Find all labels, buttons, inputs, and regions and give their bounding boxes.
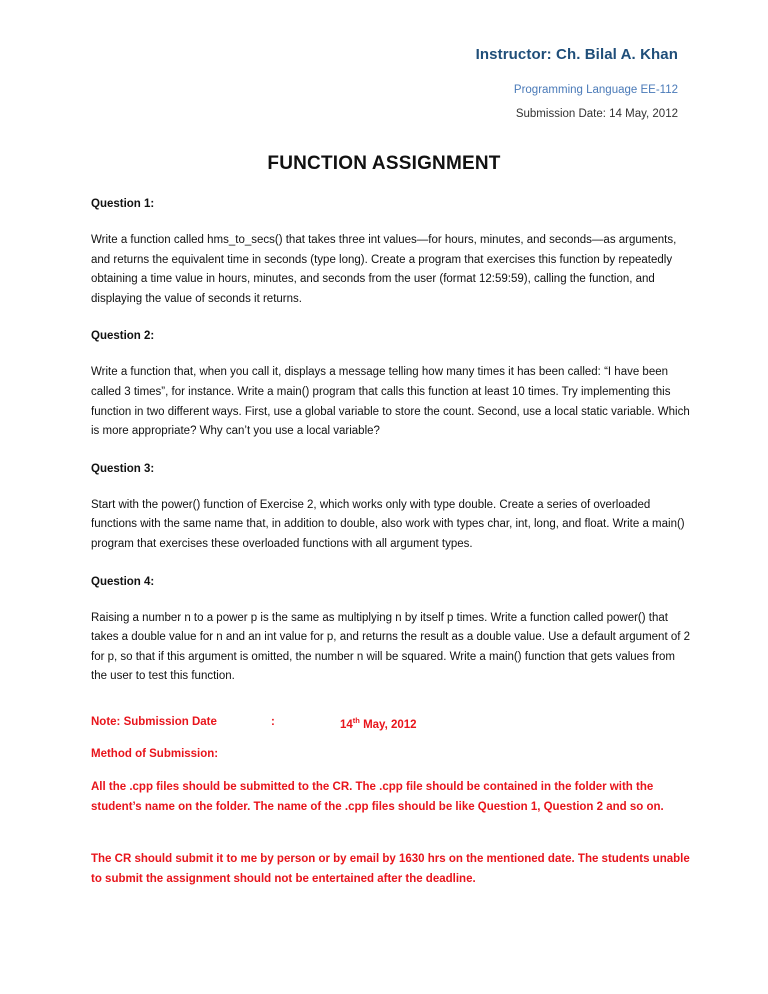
note-colon: : bbox=[271, 716, 275, 728]
question-1-heading: Question 1: bbox=[91, 198, 155, 210]
method-heading: Method of Submission: bbox=[91, 748, 219, 760]
question-3-text: Start with the power() function of Exercise 2, which works only with type double. Create a series of overloaded functions with the same name that, in addition to double, also work with types char, int, long, and float. Write a main() program that exercises these overloaded functions with all argument types. bbox=[91, 498, 685, 550]
question-4-text: Raising a number n to a power p is the same as multiplying n by itself p times. Write a function called power() that takes a double value for n and an int value for p, and returns the result as a double value. Use a default argument of 2 for p, so that if this argument is omitted, the number n will be squared. Write a main() function that gets values from the user to test this function. bbox=[91, 611, 691, 683]
document-header bbox=[476, 46, 678, 120]
method-paragraph-2: The CR should submit it to me by person or by email by 1630 hrs on the mentioned date. The students unable to submit the assignment should not be entertained after the deadline. bbox=[91, 853, 690, 885]
note-label: Note: Submission Date bbox=[91, 716, 217, 728]
question-2-text: Write a function that, when you call it, displays a message telling how many times it has been called: “I have been called 3 times”, for instance. Write a main() program that calls this function at least 10 times. Try implementing this function in two different ways. First, use a global variable to store the count. Second, use a local static variable. Which is more appropriate? Why can’t you use a local variable? bbox=[91, 366, 690, 438]
course-code: Programming Language EE-112 bbox=[513, 84, 678, 96]
instructor-name: Instructor: Ch. Bilal A. Khan bbox=[475, 46, 678, 63]
question-4-heading: Question 4: bbox=[91, 575, 155, 588]
question-2-heading: Question 2: bbox=[91, 330, 155, 343]
note-date-rest: May, 2012 bbox=[359, 718, 417, 731]
questions-section bbox=[91, 198, 691, 687]
method-paragraph-1: All the .cpp files should be submitted to the CR. The .cpp file should be contained in the folder with the student’s name on the folder. The name of the .cpp files should be like Question 1, Question 2 and so on. bbox=[91, 781, 664, 813]
question-3-heading: Question 3: bbox=[91, 462, 155, 475]
submission-note bbox=[91, 716, 691, 736]
submission-date-header: Submission Date: 14 May, 2012 bbox=[515, 108, 678, 120]
note-date bbox=[340, 716, 417, 731]
note-date-day: 14 bbox=[340, 718, 353, 731]
note-date-suffix: th bbox=[352, 716, 360, 725]
document-title: FUNCTION ASSIGNMENT bbox=[267, 153, 501, 174]
question-1-text: Write a function called hms_to_secs() that takes three int values—for hours, minutes, and seconds—as arguments, and returns the equivalent time in seconds (type long). Create a program that exercises this function by repeatedly obtaining a time value in hours, minutes, and seconds from the user (format 12:59:59), calling the function, and displaying the value of seconds it returns. bbox=[91, 234, 677, 305]
